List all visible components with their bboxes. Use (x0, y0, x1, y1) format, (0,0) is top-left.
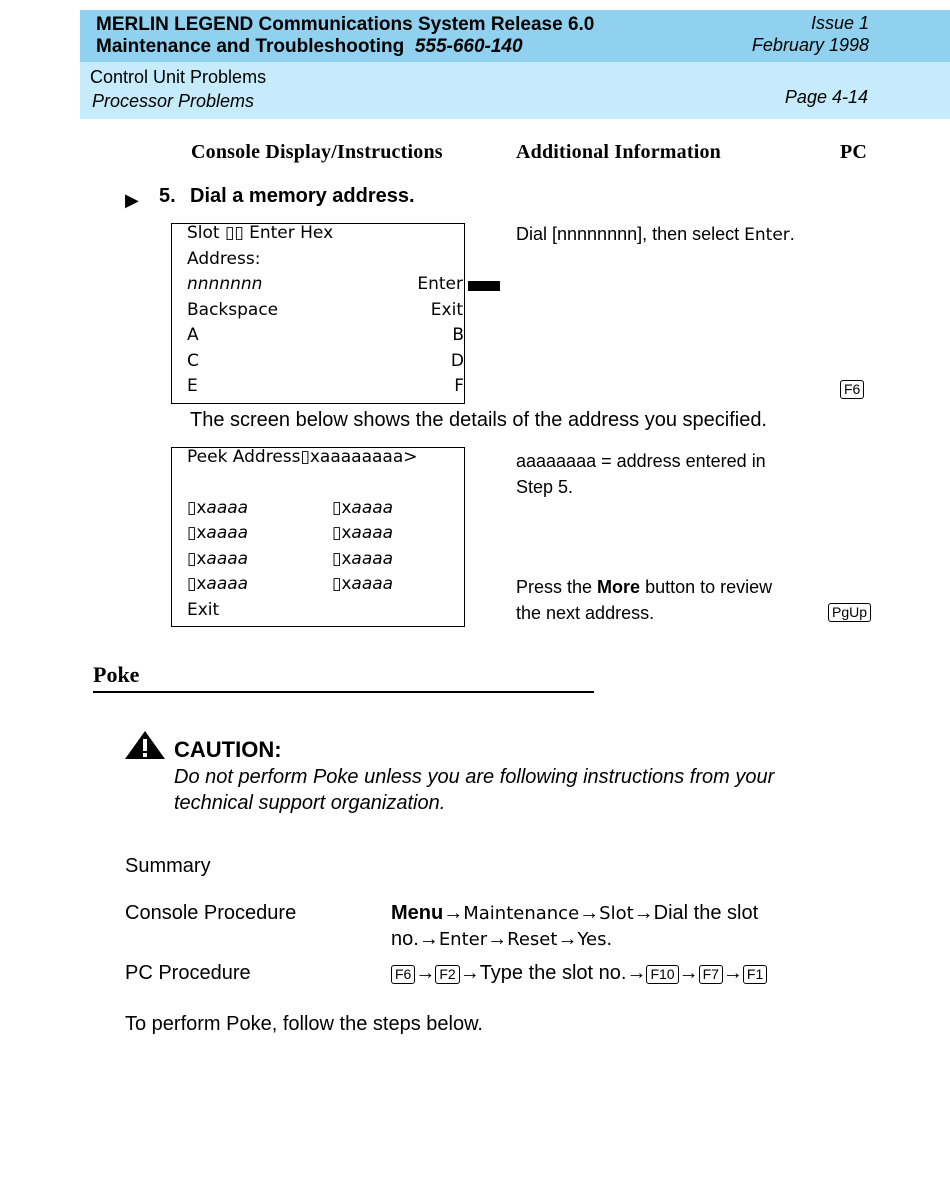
hex-key-b[interactable]: B (452, 325, 464, 345)
caution-line-2: technical support organization. (174, 792, 446, 814)
peek-info-address: aaaaaaaa = address entered in Step 5. (516, 451, 766, 497)
hex-key-c[interactable]: C (187, 351, 199, 371)
pc-key-f6: F6 (840, 380, 864, 399)
col-additional-heading: Additional Information (516, 141, 721, 163)
peek-value-row: ▯xaaaa (332, 523, 394, 543)
poke-heading: Poke (93, 662, 140, 687)
peek-value-row: ▯xaaaa (332, 574, 394, 594)
issue-label: Issue 1 (810, 13, 869, 33)
summary-label: Summary (125, 855, 211, 877)
screen-line-2: Address: (187, 249, 261, 269)
follow-steps-text: To perform Poke, follow the steps below. (125, 1013, 483, 1035)
hex-key-a[interactable]: A (187, 325, 199, 345)
peek-value-row: ▯xaaaa (187, 498, 249, 518)
exit-softkey[interactable]: Exit (430, 300, 463, 320)
caution-line-1: Do not perform Poke unless you are following instructions from your (174, 766, 775, 788)
screen-line-1: Slot ▯▯ Enter Hex (187, 223, 334, 243)
peek-info-more: Press the More button to review the next address. (516, 577, 773, 623)
subsection-title: Processor Problems (92, 91, 255, 111)
hex-key-d[interactable]: D (450, 351, 464, 371)
peek-value-row: ▯xaaaa (332, 498, 394, 518)
col-pc-heading: PC (840, 141, 868, 163)
selection-pointer-icon (468, 281, 500, 291)
hex-key-e[interactable]: E (187, 376, 198, 396)
console-procedure-line-2: no.→Enter→Reset→Yes. (391, 928, 613, 950)
dial-instruction: Dial [nnnnnnnn], then select Enter. (516, 224, 795, 245)
pc-procedure-label: PC Procedure (125, 962, 251, 984)
step-number: 5. (159, 185, 176, 207)
console-procedure-line-1: Menu→Maintenance→Slot→Dial the slot (391, 902, 759, 924)
doc-subtitle: Maintenance and Troubleshooting 555-660-140 (96, 36, 523, 57)
page-number: Page 4-14 (784, 87, 868, 107)
peek-value-row: ▯xaaaa (187, 549, 249, 569)
pc-procedure-keys: F6 → F2 →Type the slot no.→ F10 → F7 → F1 (391, 960, 767, 986)
step-arrow-icon: ▶ (125, 190, 139, 210)
address-entry-field[interactable]: nnnnnnn (187, 274, 263, 294)
caution-warning-icon (124, 730, 166, 760)
heading-rule (93, 691, 594, 693)
console-procedure-label: Console Procedure (125, 902, 297, 924)
hex-key-f[interactable]: F (454, 376, 464, 396)
doc-number: 555-660-140 (414, 36, 523, 57)
step-text: Dial a memory address. (190, 185, 415, 207)
peek-address-line: Peek Address▯xaaaaaaaa> (187, 447, 418, 467)
enter-softkey[interactable]: Enter (417, 274, 463, 294)
backspace-softkey[interactable]: Backspace (187, 300, 279, 320)
section-title: Control Unit Problems (90, 67, 267, 87)
details-intro: The screen below shows the details of the address you specified. (190, 409, 767, 431)
peek-value-row: ▯xaaaa (187, 574, 249, 594)
peek-value-row: ▯xaaaa (187, 523, 249, 543)
col-console-heading: Console Display/Instructions (191, 141, 443, 163)
caution-title: CAUTION: (174, 737, 282, 762)
peek-exit-softkey[interactable]: Exit (187, 600, 220, 620)
issue-date: February 1998 (751, 35, 869, 55)
peek-value-row: ▯xaaaa (332, 549, 394, 569)
pc-key-pgup: PgUp (828, 603, 871, 622)
doc-title: MERLIN LEGEND Communications System Release 6.0 (96, 14, 595, 35)
